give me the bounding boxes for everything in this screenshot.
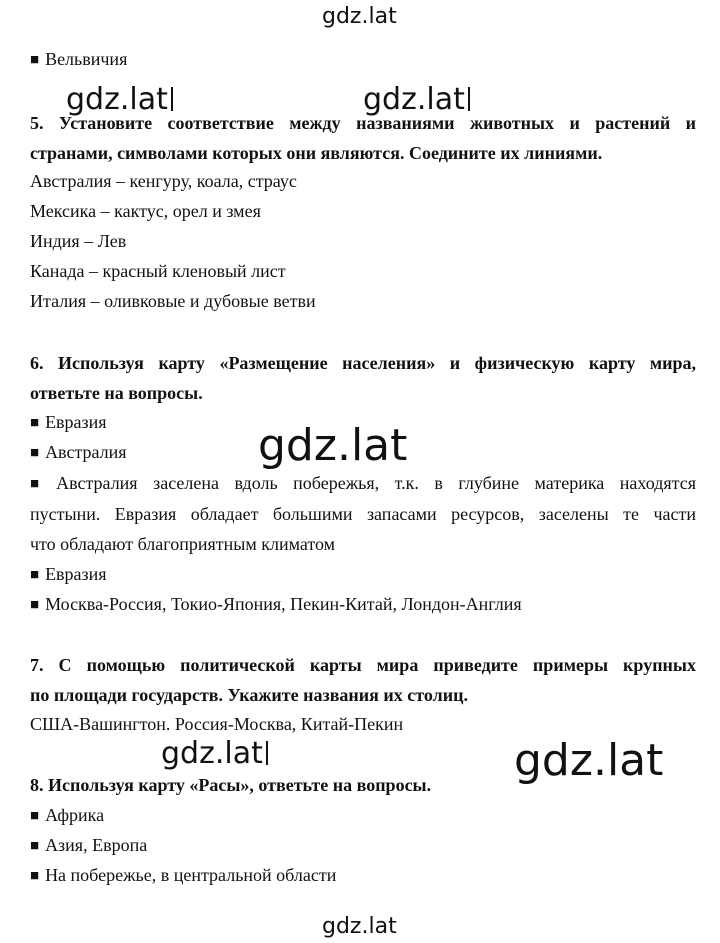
watermark-mid-center: gdz.lat <box>363 85 470 115</box>
task6-answer: ■ Москва-Россия, Токио-Япония, Пекин-Китай, Лондон-Англия <box>30 594 522 614</box>
task5-answer: Канада – красный кленовый лист <box>30 261 286 281</box>
task8-heading: 8. Используя карту «Расы», ответьте на вопросы. <box>30 775 432 795</box>
watermark-top: gdz.lat <box>322 4 397 29</box>
task5-answer: Индия – Лев <box>30 231 127 251</box>
task6-answer-line2: пустыни. Евразия обладает большими запасами ресурсов, заселены те части <box>30 504 696 524</box>
watermark-large-center: gdz.lat <box>258 420 408 471</box>
task7-answer: США-Вашингтон. Россия-Москва, Китай-Пекин <box>30 714 404 734</box>
prev-answer: ■ Вельвичия <box>30 49 128 69</box>
task5-heading-line1: 5. Установите соответствие между названиями животных и растений и <box>30 113 696 133</box>
task7-heading-line1: 7. С помощью политической карты мира приведите примеры крупных <box>30 655 696 675</box>
task6-answer-line1: ■ Австралия заселена вдоль побережья, т.к. в глубине материка находятся <box>30 473 697 493</box>
task6-answer: ■ Австралия <box>30 442 127 462</box>
watermark-mid-left: gdz.lat <box>66 85 173 115</box>
task5-heading-line2: странами, символами которых они являются. Соедините их линиями. <box>30 143 603 163</box>
task8-answer: ■ Азия, Европа <box>30 835 148 855</box>
task5-answer: Италия – оливковые и дубовые ветви <box>30 291 316 311</box>
watermark-lower-right: gdz.lat <box>514 735 664 786</box>
task6-heading-line1: 6. Используя карту «Размещение населения» и физическую карту мира, <box>30 353 696 373</box>
task6-heading-line2: ответьте на вопросы. <box>30 383 203 403</box>
task6-answer: ■ Евразия <box>30 564 107 584</box>
task6-answer-line3: что обладают благоприятным климатом <box>30 534 336 554</box>
task8-answer: ■ Африка <box>30 805 105 825</box>
watermark-bottom: gdz.lat <box>322 914 397 939</box>
watermark-lower-left: gdz.lat <box>161 739 268 769</box>
task5-answer: Мексика – кактус, орел и змея <box>30 201 261 221</box>
task7-heading-line2: по площади государств. Укажите названия их столиц. <box>30 685 468 705</box>
task8-answer: ■ На побережье, в центральной области <box>30 865 337 885</box>
task5-answer: Австралия – кенгуру, коала, страус <box>30 171 297 191</box>
task6-answer: ■ Евразия <box>30 412 107 432</box>
